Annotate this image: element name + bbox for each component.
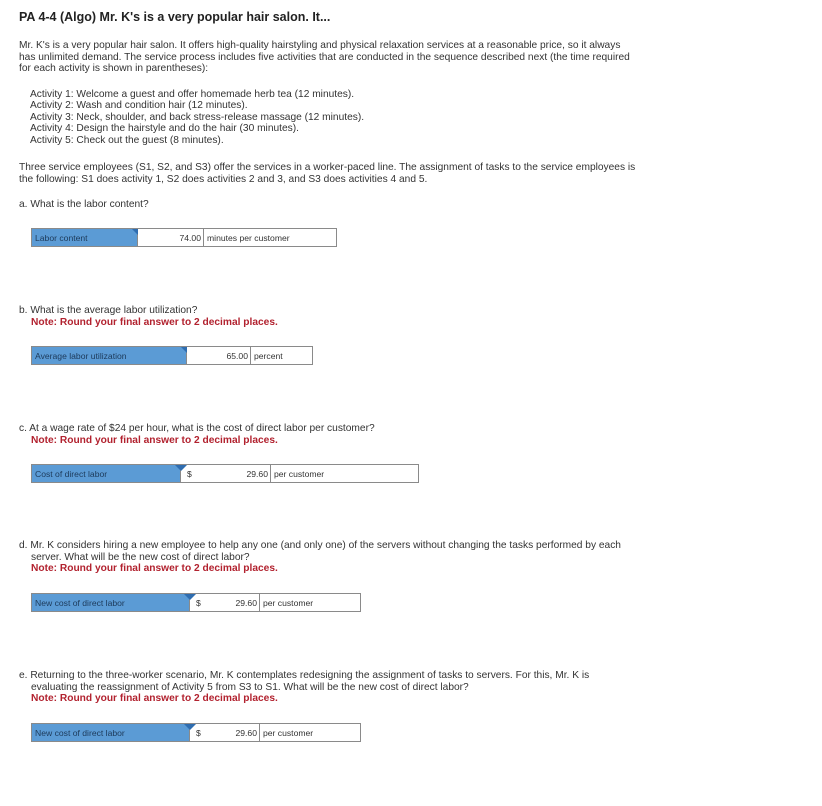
rounding-note: Note: Round your final answer to 2 decimal places.	[31, 563, 278, 575]
assignment-paragraph: Three service employees (S1, S2, and S3) offer the services in a worker-paced line. The assignment of tasks to the service employees is the following: S1 does activity 1, S2 does activities 2 and 3, and S3 does activities 4 and 5.	[19, 162, 636, 185]
question-text: d. Mr. K considers hiring a new employee to help any one (and only one) of the servers without changing the tasks performed by each	[19, 540, 621, 551]
activity-list	[30, 89, 364, 146]
question-e	[19, 670, 659, 705]
answer-label: New cost of direct labor	[32, 594, 190, 611]
activity-item: Activity 1: Welcome a guest and offer homemade herb tea (12 minutes).	[30, 89, 355, 100]
unit-label: per customer	[263, 727, 314, 738]
direct-labor-cost-input[interactable]: 29.60	[203, 465, 271, 482]
activity-item: Activity 5: Check out the guest (8 minutes).	[30, 134, 224, 146]
answer-row-c	[31, 464, 419, 483]
answer-label: Labor content	[32, 229, 138, 246]
activity-item: Activity 2: Wash and condition hair (12 minutes).	[30, 100, 248, 112]
new-direct-labor-cost-input[interactable]: 29.60	[212, 594, 260, 611]
labor-content-input[interactable]: 74.00	[138, 229, 204, 246]
unit-label: percent	[254, 350, 283, 361]
question-text: e. Returning to the three-worker scenario, Mr. K contemplates redesigning the assignment of tasks to servers. For this, Mr. K is	[19, 670, 590, 681]
dollar-sign: $	[190, 594, 212, 611]
unit-label: minutes per customer	[207, 232, 290, 243]
unit-label: per customer	[274, 468, 325, 479]
labor-utilization-input[interactable]: 65.00	[187, 347, 251, 364]
dollar-sign: $	[190, 724, 212, 741]
answer-row-d	[31, 593, 361, 612]
question-a: a. What is the labor content?	[19, 199, 149, 210]
question-text: b. What is the average labor utilization?	[19, 305, 198, 316]
question-d	[19, 540, 659, 575]
answer-label: Cost of direct labor	[32, 465, 181, 482]
question-b	[19, 305, 659, 328]
page-title: PA 4-4 (Algo) Mr. K's is a very popular hair salon. It...	[19, 10, 331, 24]
rounding-note: Note: Round your final answer to 2 decimal places.	[31, 693, 278, 705]
question-text: c. At a wage rate of $24 per hour, what is the cost of direct labor per customer?	[19, 423, 375, 434]
activity-item: Activity 4: Design the hairstyle and do the hair (30 minutes).	[30, 123, 299, 135]
reassigned-direct-labor-cost-input[interactable]: 29.60	[212, 724, 260, 741]
rounding-note: Note: Round your final answer to 2 decimal places.	[31, 316, 278, 328]
question-text: evaluating the reassignment of Activity 5 from S3 to S1. What will be the new cost of direct labor?	[31, 681, 469, 693]
activity-item: Activity 3: Neck, shoulder, and back stress-release massage (12 minutes).	[30, 111, 365, 123]
answer-label: New cost of direct labor	[32, 724, 190, 741]
unit-label: per customer	[263, 597, 314, 608]
rounding-note: Note: Round your final answer to 2 decimal places.	[31, 434, 278, 446]
answer-row-b	[31, 346, 313, 365]
intro-paragraph: Mr. K's is a very popular hair salon. It offers high-quality hairstyling and physical relaxation services at a reasonable price, so it always has unlimited demand. The service process includes five activities that are conducted in the sequence described next (the time required for each activity is shown in parentheses):	[19, 40, 630, 75]
answer-label: Average labor utilization	[32, 347, 187, 364]
question-text: server. What will be the new cost of direct labor?	[31, 551, 250, 563]
question-c	[19, 423, 659, 446]
answer-row-a	[31, 228, 337, 247]
answer-row-e	[31, 723, 361, 742]
dollar-sign: $	[181, 465, 203, 482]
